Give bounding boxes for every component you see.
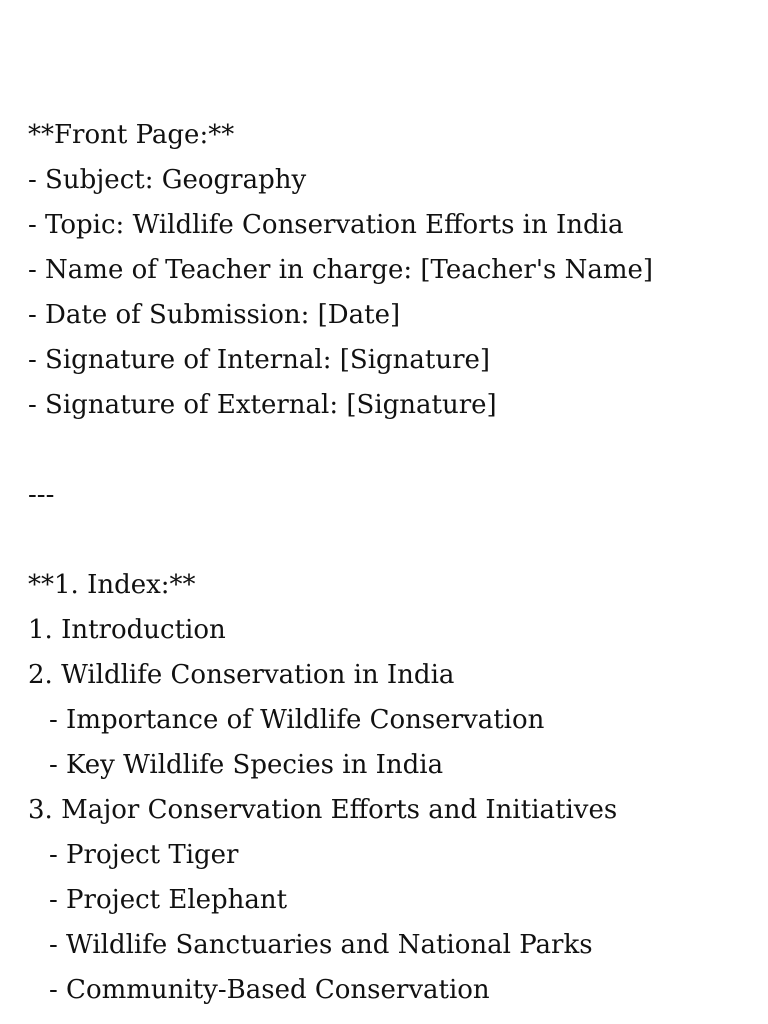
document-body [28,113,748,1013]
front-page-teacher: - Name of Teacher in charge: [Teacher's Name] [28,255,654,285]
index-item-wildlife-conservation: 2. Wildlife Conservation in India [28,660,455,690]
index-subitem-project-elephant: - Project Elephant [49,885,288,915]
index-item-major-efforts: 3. Major Conservation Efforts and Initiatives [28,795,618,825]
index-subitem-importance: - Importance of Wildlife Conservation [49,705,545,735]
front-page-subject: - Subject: Geography [28,165,307,195]
blank-line [28,428,748,473]
index-heading: **1. Index:** [28,570,196,600]
index-item-introduction: 1. Introduction [28,615,226,645]
front-page-topic: - Topic: Wildlife Conservation Efforts in India [28,210,624,240]
front-page-date: - Date of Submission: [Date] [28,300,401,330]
index-subitem-key-species: - Key Wildlife Species in India [49,750,444,780]
blank-line [28,518,748,563]
index-subitem-project-tiger: - Project Tiger [49,840,239,870]
front-page-signature-external: - Signature of External: [Signature] [28,390,497,420]
index-subitem-community: - Community-Based Conservation [49,975,490,1005]
front-page-signature-internal: - Signature of Internal: [Signature] [28,345,491,375]
front-page-heading: **Front Page:** [28,120,235,150]
section-separator: --- [28,480,55,510]
index-subitem-sanctuaries: - Wildlife Sanctuaries and National Parks [49,930,593,960]
